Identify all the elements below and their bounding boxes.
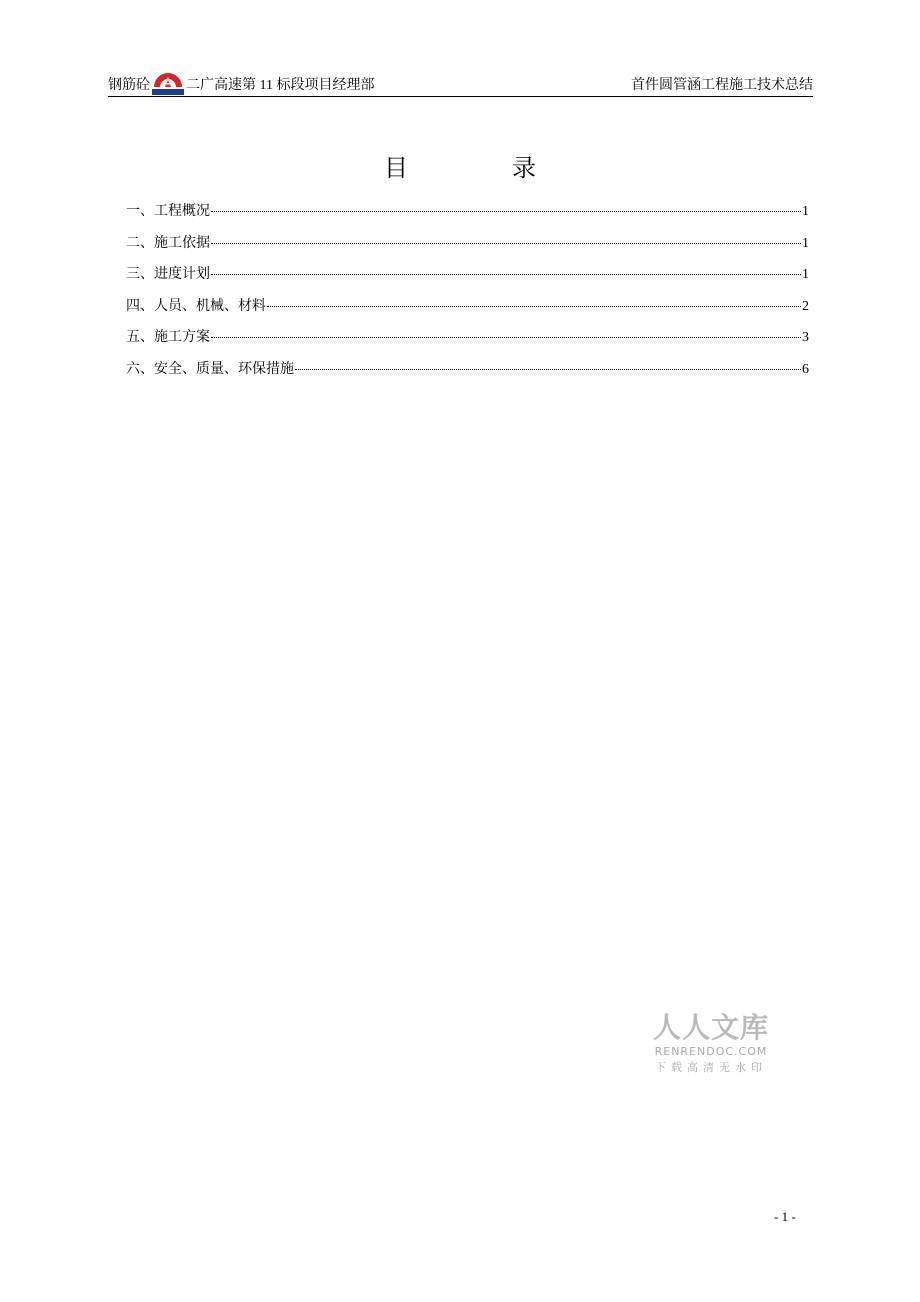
toc-entry[interactable] [126, 358, 809, 390]
toc-title [0, 148, 920, 183]
toc-title-char-1: 目 [384, 156, 408, 182]
company-logo-icon [151, 67, 185, 97]
watermark-subtitle: 下载高清无水印 [655, 1061, 767, 1074]
page-header [108, 64, 813, 97]
toc-entry-page: 2 [802, 298, 809, 314]
toc-entry-page: 1 [802, 204, 809, 219]
page-number: - 1 - [774, 1209, 796, 1224]
toc-entry-label: 三、进度计划 [126, 267, 210, 282]
toc-leader-dots [211, 337, 801, 338]
header-left-text [108, 64, 374, 94]
watermark-url: RENRENDOC.COM [654, 1045, 768, 1058]
toc-entry-page: 1 [802, 267, 809, 282]
toc-entry-label: 二、施工依据 [126, 235, 210, 251]
toc-entry[interactable] [126, 263, 809, 295]
toc-entry-label: 六、安全、质量、环保措施 [126, 361, 294, 377]
toc-entry-page: 3 [802, 330, 809, 345]
toc-entry[interactable] [126, 232, 809, 264]
header-prefix: 钢筋砼 [108, 78, 150, 93]
header-suffix: 二广高速第 11 标段项目经理部 [186, 78, 375, 93]
toc-entry[interactable] [126, 295, 809, 327]
toc-leader-dots [211, 243, 801, 244]
toc-leader-dots [211, 274, 801, 275]
header-right-text: 首件圆管涵工程施工技术总结 [631, 78, 813, 93]
toc-title-char-2: 录 [512, 156, 536, 182]
watermark-main: 人人文库 [652, 1011, 769, 1044]
toc-leader-dots [295, 369, 801, 370]
toc-leader-dots [211, 211, 801, 212]
watermark [646, 1012, 776, 1076]
toc-entry-label: 四、人员、机械、材料 [126, 298, 266, 314]
toc-entry-label: 一、工程概况 [126, 204, 210, 219]
toc-leader-dots [267, 306, 801, 307]
toc-entry-page: 1 [802, 235, 809, 251]
toc-entry-label: 五、施工方案 [126, 330, 210, 345]
table-of-contents [126, 200, 809, 389]
toc-entry[interactable] [126, 200, 809, 232]
toc-entry-page: 6 [802, 361, 809, 377]
toc-entry[interactable] [126, 326, 809, 358]
